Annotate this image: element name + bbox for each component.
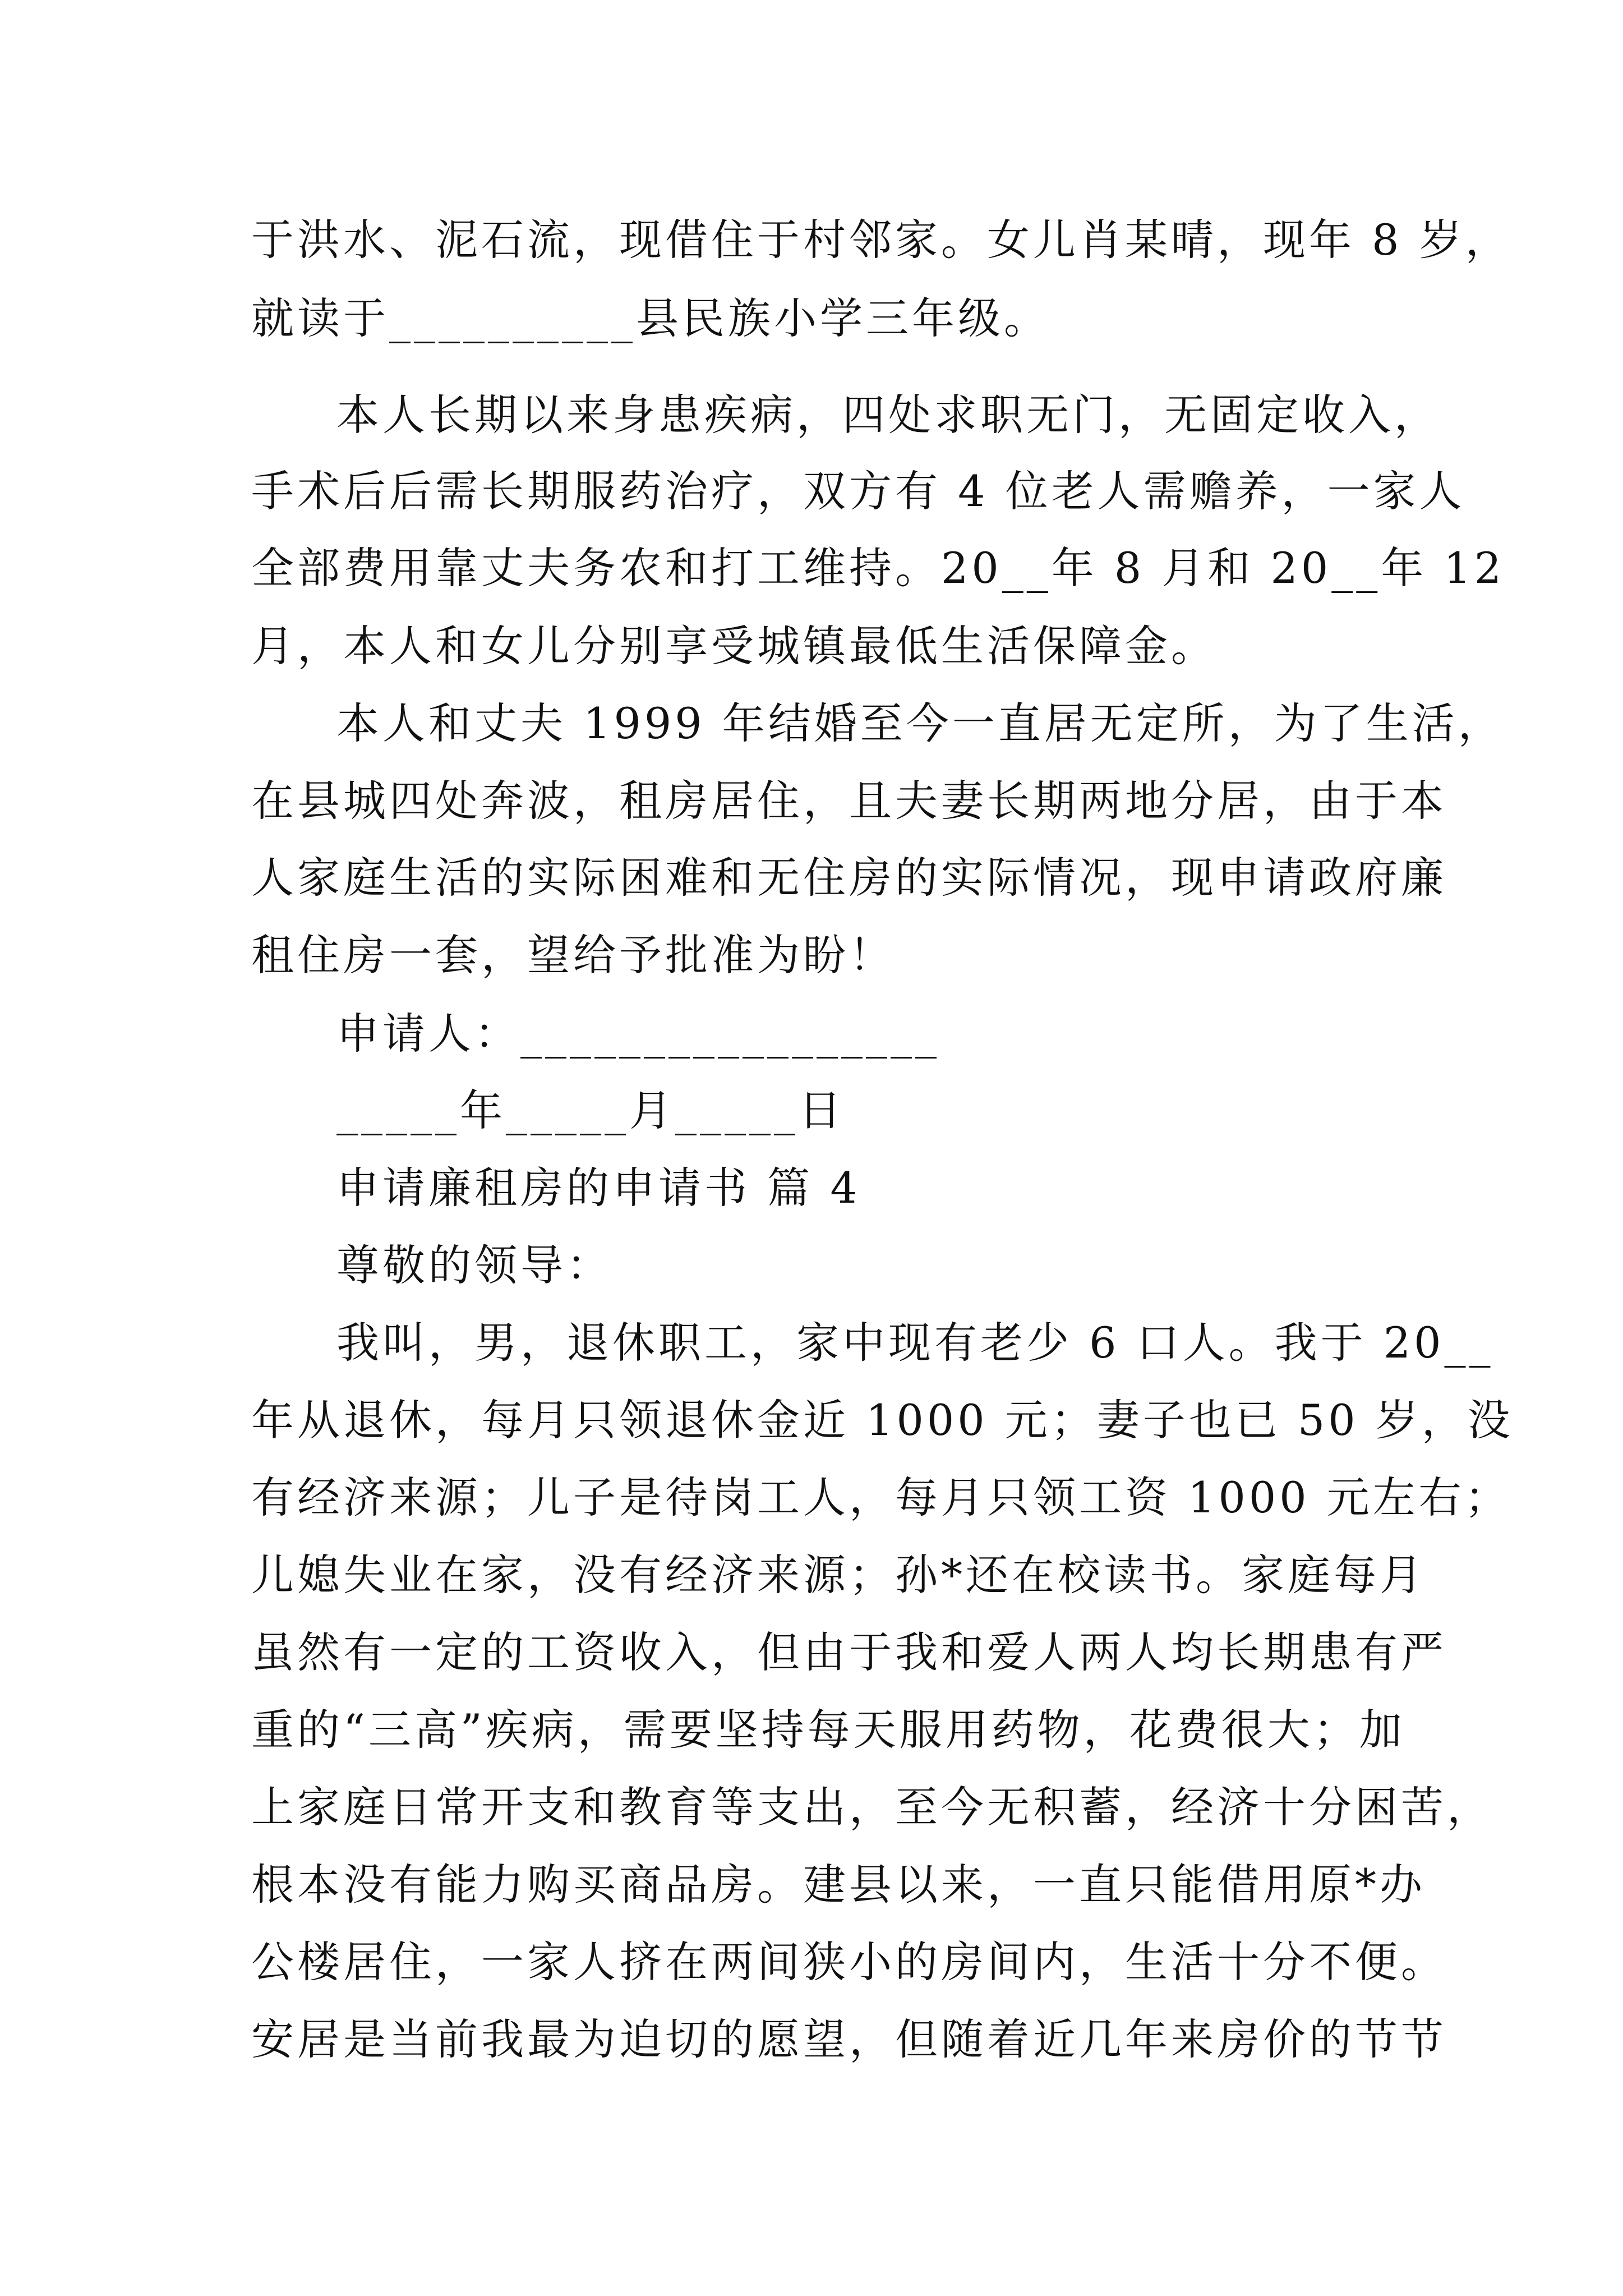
- text-line: 就读于__________县民族小学三年级。: [251, 293, 1050, 343]
- text-line: 有经济来源；儿子是待岗工人，每月只领工资 1000 元左右；: [251, 1473, 1511, 1522]
- date-line: _____年_____月_____日: [336, 1085, 845, 1135]
- text-line: 在县城四处奔波，租房居住，且夫妻长期两地分居，由于本: [251, 776, 1447, 826]
- text-line: 重的“三高”疾病，需要坚持每天服用药物，花费很大；加: [251, 1705, 1405, 1755]
- applicant-signature-line: 申请人：_________________: [336, 1009, 940, 1059]
- text-line: 公楼居住，一家人挤在两间狭小的房间内，生活十分不便。: [251, 1937, 1447, 1987]
- paragraph-start: 本人和丈夫 1999 年结婚至今一直居无定所，为了生活，: [336, 698, 1504, 748]
- paragraph-start: 本人长期以来身患疾病，四处求职无门，无固定收入，: [336, 390, 1440, 440]
- text-line: 人家庭生活的实际困难和无住房的实际情况，现申请政府廉: [251, 853, 1447, 903]
- text-line: 儿媳失业在家，没有经济来源；孙*还在校读书。家庭每月: [251, 1550, 1426, 1600]
- text-line: 根本没有能力购买商品房。建县以来，一直只能借用原*办: [251, 1860, 1426, 1910]
- text-line: 全部费用靠丈夫务农和打工维持。20__年 8 月和 20__年 12: [251, 543, 1505, 593]
- text-line: 手术后后需长期服药治疗，双方有 4 位老人需赡养，一家人: [251, 466, 1465, 516]
- text-line: 于洪水、泥石流，现借住于村邻家。女儿肖某晴，现年 8 岁，: [251, 215, 1511, 265]
- text-line: 虽然有一定的工资收入，但由于我和爱人两人均长期患有严: [251, 1627, 1447, 1677]
- text-line: 租住房一套，望给予批准为盼！: [251, 930, 895, 980]
- text-line: 月，本人和女儿分别享受城镇最低生活保障金。: [251, 621, 1217, 671]
- text-line: 安居是当前我最为迫切的愿望，但随着近几年来房价的节节: [251, 2014, 1447, 2064]
- paragraph-start: 我叫，男，退休职工，家中现有老少 6 口人。我于 20__: [336, 1318, 1494, 1368]
- text-line: 年从退休，每月只领退休金近 1000 元；妻子也已 50 岁，没: [251, 1395, 1514, 1445]
- section-title: 申请廉租房的申请书 篇 4: [336, 1163, 861, 1213]
- text-line: 上家庭日常开支和教育等支出，至今无积蓄，经济十分困苦，: [251, 1782, 1493, 1832]
- salutation: 尊敬的领导：: [336, 1240, 612, 1290]
